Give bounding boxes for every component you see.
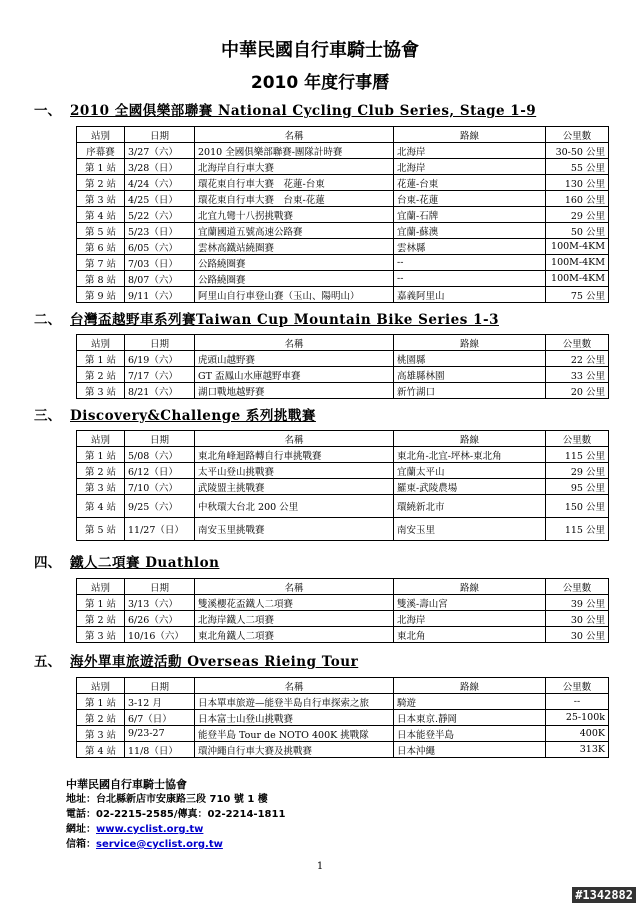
table-row	[77, 271, 609, 287]
cell-station: 第 2 站	[77, 175, 125, 191]
cell-station: 第 3 站	[77, 726, 125, 742]
cell-station: 第 2 站	[77, 367, 125, 383]
table-row	[77, 479, 609, 495]
column-header-name: 名稱	[195, 335, 394, 351]
cell-route: 北海岸	[394, 159, 546, 175]
cell-route: 宜蘭-蘇澳	[394, 223, 546, 239]
cell-date: 3-12 月	[125, 694, 195, 710]
table-header-row	[77, 579, 609, 595]
table-row	[77, 207, 609, 223]
cell-km: 33 公里	[546, 367, 609, 383]
table-row	[77, 694, 609, 710]
section-heading	[34, 404, 316, 424]
cell-date: 4/24（六）	[125, 175, 195, 191]
table-row	[77, 447, 609, 463]
table-row	[77, 159, 609, 175]
cell-route: 宜蘭太平山	[394, 463, 546, 479]
cell-station: 第 3 站	[77, 383, 125, 399]
cell-route: 環繞新北市	[394, 495, 546, 518]
cell-km: 95 公里	[546, 479, 609, 495]
cell-station: 第 9 站	[77, 287, 125, 303]
table-header-row	[77, 335, 609, 351]
cell-name: 宜蘭國道五號高速公路賽	[195, 223, 394, 239]
cell-date: 3/28（日）	[125, 159, 195, 175]
cell-date: 5/08（六）	[125, 447, 195, 463]
cell-route: 雙溪-壽山宮	[394, 595, 546, 611]
cell-route: --	[394, 271, 546, 287]
table-row	[77, 518, 609, 541]
table-row	[77, 742, 609, 758]
cell-name: 北海岸自行車大賽	[195, 159, 394, 175]
table-row	[77, 710, 609, 726]
cell-station: 第 1 站	[77, 694, 125, 710]
cell-station: 第 5 站	[77, 223, 125, 239]
cell-route: 嘉義阿里山	[394, 287, 546, 303]
cell-km: 25-100k	[546, 710, 609, 726]
footer-website-row	[66, 822, 285, 837]
table-header-row	[77, 127, 609, 143]
cell-km: 30 公里	[546, 627, 609, 643]
cell-name: 中秋環大台北 200 公里	[195, 495, 394, 518]
schedule-table	[76, 677, 609, 758]
cell-date: 6/19（六）	[125, 351, 195, 367]
cell-name: 武陵盟主挑戰賽	[195, 479, 394, 495]
cell-date: 11/27（日）	[125, 518, 195, 541]
website-link[interactable]: www.cyclist.org.tw	[96, 824, 204, 835]
cell-name: 阿里山自行車登山賽（玉山、陽明山）	[195, 287, 394, 303]
schedule-table	[76, 126, 609, 303]
cell-station: 第 1 站	[77, 159, 125, 175]
cell-route: 南安玉里	[394, 518, 546, 541]
column-header-station: 站別	[77, 335, 125, 351]
cell-station: 第 1 站	[77, 595, 125, 611]
cell-station: 第 6 站	[77, 239, 125, 255]
cell-km: 30 公里	[546, 611, 609, 627]
cell-station: 第 3 站	[77, 191, 125, 207]
section-number: 一、	[34, 103, 61, 119]
table-row	[77, 143, 609, 159]
cell-date: 6/05（六）	[125, 239, 195, 255]
cell-date: 11/8（日）	[125, 742, 195, 758]
section-number: 五、	[34, 654, 61, 670]
column-header-date: 日期	[125, 335, 195, 351]
section-heading	[34, 308, 499, 328]
cell-km: 313K	[546, 742, 609, 758]
table-row	[77, 287, 609, 303]
cell-date: 4/25（日）	[125, 191, 195, 207]
email-link[interactable]: service@cyclist.org.tw	[96, 839, 223, 850]
table-row	[77, 495, 609, 518]
column-header-station: 站別	[77, 127, 125, 143]
cell-date: 10/16（六）	[125, 627, 195, 643]
cell-name: 虎頭山越野賽	[195, 351, 394, 367]
column-header-name: 名稱	[195, 579, 394, 595]
column-header-route: 路線	[394, 431, 546, 447]
column-header-name: 名稱	[195, 431, 394, 447]
table-row	[77, 726, 609, 742]
section-number: 二、	[34, 312, 61, 328]
footer-website-label: 網址：	[66, 824, 96, 835]
cell-station: 第 8 站	[77, 271, 125, 287]
cell-station: 第 4 站	[77, 207, 125, 223]
cell-date: 3/27（六）	[125, 143, 195, 159]
cell-station: 第 3 站	[77, 627, 125, 643]
column-header-station: 站別	[77, 431, 125, 447]
cell-date: 7/17（六）	[125, 367, 195, 383]
cell-name: 能登半島 Tour de NOTO 400K 挑戰隊	[195, 726, 394, 742]
cell-route: 雲林縣	[394, 239, 546, 255]
cell-route: 台東-花蓮	[394, 191, 546, 207]
column-header-station: 站別	[77, 678, 125, 694]
cell-km: 20 公里	[546, 383, 609, 399]
cell-name: 2010 全國俱樂部聯賽-團隊計時賽	[195, 143, 394, 159]
table-row	[77, 367, 609, 383]
cell-name: 環花東自行車大賽 台東-花蓮	[195, 191, 394, 207]
section-title: 2010 全國俱樂部聯賽 National Cycling Club Series, Stage 1-9	[70, 103, 537, 119]
schedule-table	[76, 334, 609, 399]
table-row	[77, 223, 609, 239]
cell-route: --	[394, 255, 546, 271]
contact-footer	[66, 777, 285, 852]
cell-date: 9/25（六）	[125, 495, 195, 518]
table-row	[77, 239, 609, 255]
cell-station: 第 1 站	[77, 351, 125, 367]
section-heading	[34, 99, 536, 119]
cell-date: 5/23（日）	[125, 223, 195, 239]
cell-km: 29 公里	[546, 207, 609, 223]
column-header-route: 路線	[394, 579, 546, 595]
document-subtitle: 2010 年度行事曆	[250, 73, 390, 93]
schedule-table	[76, 430, 609, 541]
table-row	[77, 383, 609, 399]
column-header-route: 路線	[394, 678, 546, 694]
cell-km: --	[546, 694, 609, 710]
cell-station: 序幕賽	[77, 143, 125, 159]
cell-name: 湖口戰地越野賽	[195, 383, 394, 399]
cell-km: 115 公里	[546, 447, 609, 463]
cell-date: 6/7（日）	[125, 710, 195, 726]
image-id-stamp: #1342882	[572, 887, 636, 903]
section-title: 鐵人二項賽 Duathlon	[70, 555, 220, 571]
cell-km: 29 公里	[546, 463, 609, 479]
cell-route: 日本沖繩	[394, 742, 546, 758]
table-row	[77, 175, 609, 191]
column-header-km: 公里數	[546, 678, 609, 694]
section-title: 台灣盃越野車系列賽Taiwan Cup Mountain Bike Series 1-3	[70, 312, 499, 328]
cell-name: GT 盃鳳山水庫越野車賽	[195, 367, 394, 383]
column-header-route: 路線	[394, 335, 546, 351]
cell-route: 北海岸	[394, 611, 546, 627]
cell-name: 北宜九彎十八拐挑戰賽	[195, 207, 394, 223]
cell-route: 桃園縣	[394, 351, 546, 367]
cell-km: 55 公里	[546, 159, 609, 175]
cell-km: 100M-4KM	[546, 239, 609, 255]
column-header-date: 日期	[125, 678, 195, 694]
section-title: 海外單車旅遊活動 Overseas Rieing Tour	[70, 654, 359, 670]
column-header-km: 公里數	[546, 127, 609, 143]
cell-station: 第 2 站	[77, 611, 125, 627]
cell-route: 日本東京.靜岡	[394, 710, 546, 726]
cell-route: 高雄縣林園	[394, 367, 546, 383]
footer-address: 地址：台北縣新店市安康路三段 710 號 1 樓	[66, 794, 268, 805]
cell-date: 5/22（六）	[125, 207, 195, 223]
cell-station: 第 1 站	[77, 447, 125, 463]
section-heading	[34, 551, 219, 571]
table-row	[77, 463, 609, 479]
cell-route: 騎遊	[394, 694, 546, 710]
cell-date: 8/07（六）	[125, 271, 195, 287]
section-heading	[34, 650, 358, 670]
cell-km: 100M-4KM	[546, 271, 609, 287]
cell-name: 日本單車旅遊—能登半島自行車探索之旅	[195, 694, 394, 710]
cell-station: 第 3 站	[77, 479, 125, 495]
cell-name: 東北角峰迴路轉自行車挑戰賽	[195, 447, 394, 463]
cell-station: 第 2 站	[77, 463, 125, 479]
cell-name: 南安玉里挑戰賽	[195, 518, 394, 541]
column-header-name: 名稱	[195, 678, 394, 694]
table-row	[77, 191, 609, 207]
cell-station: 第 5 站	[77, 518, 125, 541]
table-header-row	[77, 678, 609, 694]
cell-name: 公路繞圈賽	[195, 255, 394, 271]
cell-km: 39 公里	[546, 595, 609, 611]
schedule-table	[76, 578, 609, 643]
cell-name: 雲林高鐵站繞圈賽	[195, 239, 394, 255]
cell-name: 太平山登山挑戰賽	[195, 463, 394, 479]
cell-name: 雙溪櫻花盃鐵人二項賽	[195, 595, 394, 611]
table-row	[77, 595, 609, 611]
column-header-date: 日期	[125, 127, 195, 143]
footer-org-name: 中華民國自行車騎士協會	[66, 778, 187, 791]
cell-km: 115 公里	[546, 518, 609, 541]
cell-date: 7/10（六）	[125, 479, 195, 495]
cell-date: 9/23-27	[125, 726, 195, 742]
cell-date: 6/26（六）	[125, 611, 195, 627]
column-header-route: 路線	[394, 127, 546, 143]
cell-route: 北海岸	[394, 143, 546, 159]
cell-km: 50 公里	[546, 223, 609, 239]
cell-name: 日本富士山登山挑戰賽	[195, 710, 394, 726]
section-number: 四、	[34, 555, 61, 571]
cell-route: 新竹湖口	[394, 383, 546, 399]
cell-route: 宜蘭-石牌	[394, 207, 546, 223]
cell-route: 花蓮-台東	[394, 175, 546, 191]
table-header-row	[77, 431, 609, 447]
cell-km: 100M-4KM	[546, 255, 609, 271]
column-header-km: 公里數	[546, 335, 609, 351]
table-row	[77, 611, 609, 627]
cell-route: 羅東-武陵農場	[394, 479, 546, 495]
table-row	[77, 351, 609, 367]
cell-date: 8/21（六）	[125, 383, 195, 399]
cell-km: 130 公里	[546, 175, 609, 191]
cell-route: 日本能登半島	[394, 726, 546, 742]
cell-station: 第 7 站	[77, 255, 125, 271]
cell-name: 環沖繩自行車大賽及挑戰賽	[195, 742, 394, 758]
cell-date: 7/03（日）	[125, 255, 195, 271]
footer-email-row	[66, 837, 285, 852]
page-number: 1	[316, 861, 324, 872]
column-header-km: 公里數	[546, 431, 609, 447]
cell-station: 第 2 站	[77, 710, 125, 726]
cell-date: 9/11（六）	[125, 287, 195, 303]
cell-station: 第 4 站	[77, 742, 125, 758]
column-header-name: 名稱	[195, 127, 394, 143]
column-header-date: 日期	[125, 431, 195, 447]
cell-station: 第 4 站	[77, 495, 125, 518]
document-title: 中華民國自行車騎士協會	[221, 40, 419, 61]
cell-name: 公路繞圈賽	[195, 271, 394, 287]
cell-name: 北海岸鐵人二項賽	[195, 611, 394, 627]
cell-route: 東北角-北宜-坪林-東北角	[394, 447, 546, 463]
cell-km: 400K	[546, 726, 609, 742]
footer-email-label: 信箱：	[66, 839, 96, 850]
cell-date: 6/12（日）	[125, 463, 195, 479]
column-header-date: 日期	[125, 579, 195, 595]
cell-name: 環花東自行車大賽 花蓮-台東	[195, 175, 394, 191]
cell-km: 150 公里	[546, 495, 609, 518]
cell-route: 東北角	[394, 627, 546, 643]
cell-km: 22 公里	[546, 351, 609, 367]
column-header-station: 站別	[77, 579, 125, 595]
cell-km: 30-50 公里	[546, 143, 609, 159]
section-title: Discovery&Challenge 系列挑戰賽	[70, 408, 316, 424]
cell-km: 75 公里	[546, 287, 609, 303]
table-row	[77, 627, 609, 643]
cell-date: 3/13（六）	[125, 595, 195, 611]
footer-phone: 電話：02-2215-2585/傳真：02-2214-1811	[66, 809, 286, 820]
cell-name: 東北角鐵人二項賽	[195, 627, 394, 643]
table-row	[77, 255, 609, 271]
column-header-km: 公里數	[546, 579, 609, 595]
cell-km: 160 公里	[546, 191, 609, 207]
section-number: 三、	[34, 408, 61, 424]
